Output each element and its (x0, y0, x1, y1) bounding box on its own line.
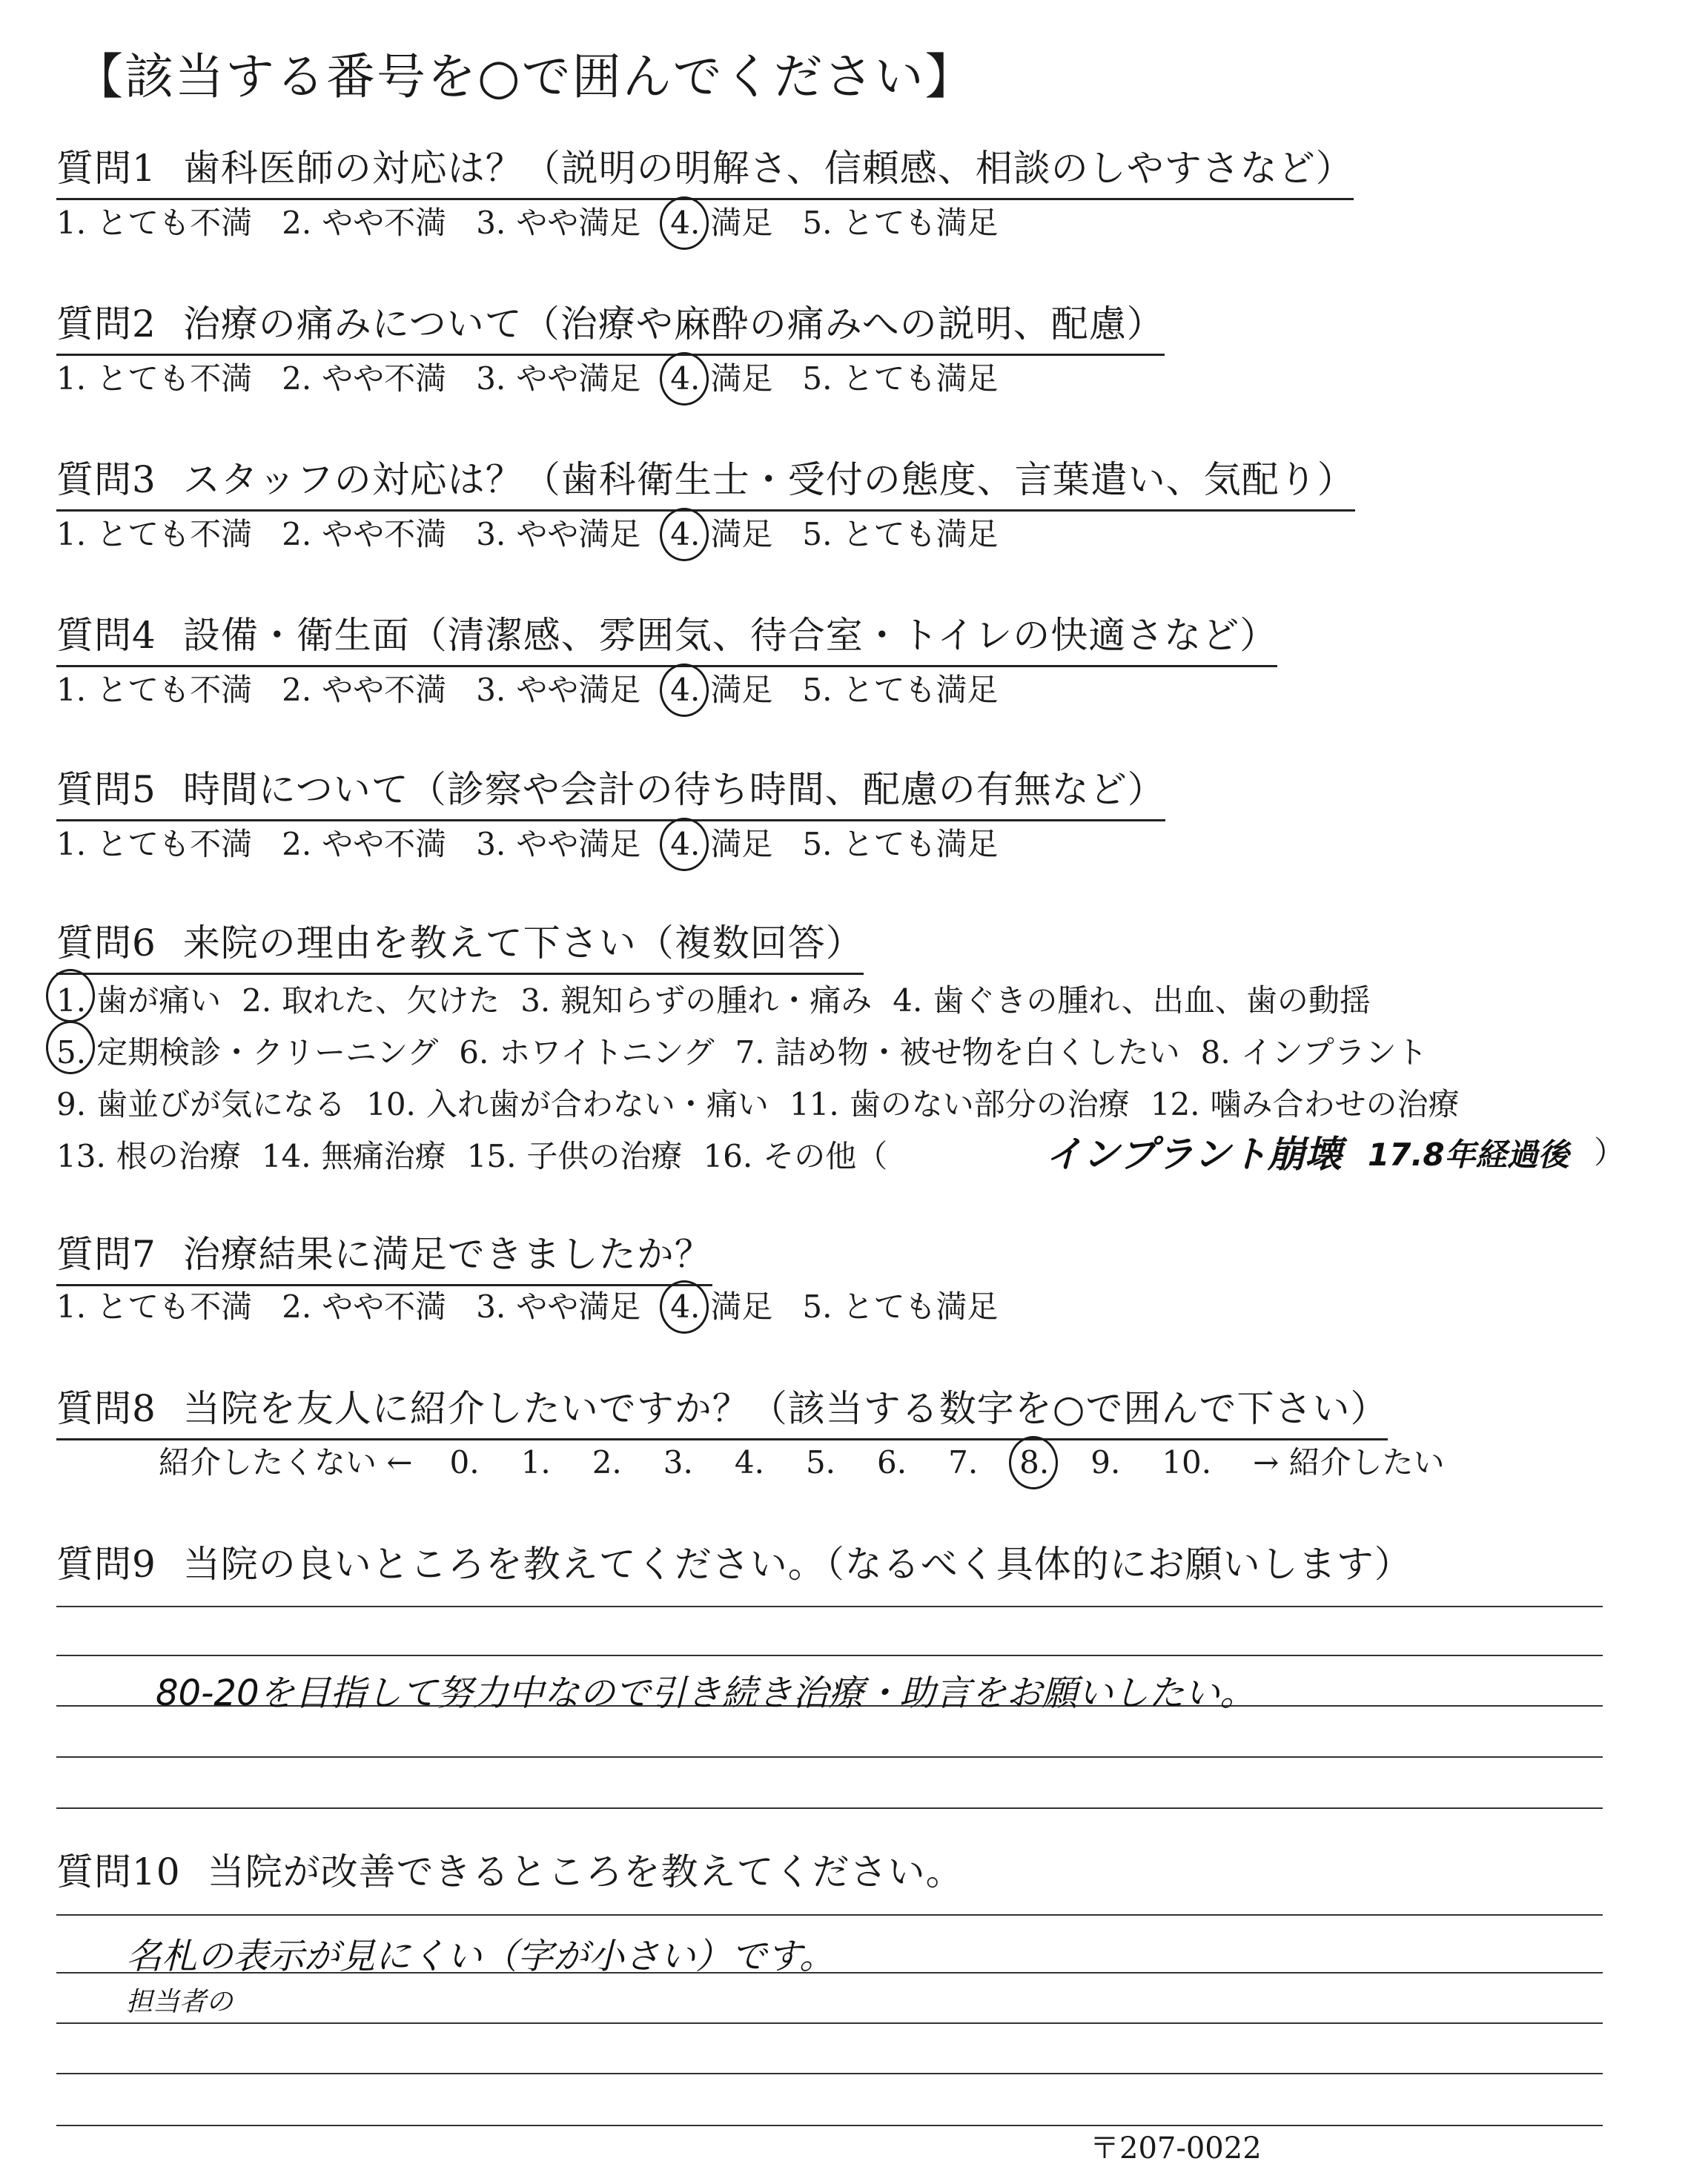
q6-row (56, 975, 1480, 1027)
q8-option[interactable] (1162, 1442, 1211, 1483)
q6-option[interactable] (56, 1131, 241, 1182)
q2-option-4[interactable] (670, 358, 772, 400)
q1-option-label: やや満足 (516, 205, 641, 241)
q6-option-label: その他（ (763, 1138, 888, 1174)
q6-option[interactable] (459, 1027, 714, 1079)
q3-option-number: 5. (802, 516, 833, 552)
q5-option-label: とても不満 (96, 826, 253, 862)
q2-text: 治療の痛みについて（治療や麻酔の痛みへの説明、配慮） (182, 302, 1165, 345)
q7-option-label: とても満足 (842, 1288, 999, 1325)
q5-number: 質問5 (56, 768, 156, 811)
q6-option-label: 歯が痛い (96, 982, 222, 1019)
q5-option-number: 2. (282, 826, 312, 862)
q1-option-number: 4. (670, 202, 700, 244)
q6-option-number: 2. (242, 982, 272, 1019)
q4-option-number: 1. (56, 672, 87, 708)
q4-option-3[interactable] (476, 669, 640, 711)
q9-number: 質問9 (56, 1543, 156, 1586)
q8-scale (159, 1442, 1445, 1483)
q8-option[interactable] (450, 1442, 480, 1483)
q7-option-label: 満足 (710, 1288, 773, 1325)
q1-option-2[interactable] (282, 202, 446, 244)
q4-option-label: やや満足 (516, 672, 641, 708)
q2-option-number: 1. (56, 360, 87, 397)
q5-option-label: とても満足 (842, 826, 999, 862)
q7-number: 質問7 (56, 1233, 156, 1276)
q6-option[interactable] (790, 1079, 1130, 1131)
q5-option-number: 1. (56, 826, 87, 862)
q4-option-label: とても満足 (842, 672, 999, 708)
q1-text: 歯科医師の対応は？（説明の明解さ、信頼感、相談のしやすさなど） (182, 147, 1354, 190)
q6-option[interactable] (467, 1131, 683, 1182)
q4-option-5[interactable] (802, 669, 998, 711)
q6-option-number: 3. (520, 982, 551, 1019)
q6-title (56, 919, 864, 975)
q6-option[interactable] (703, 1131, 887, 1182)
q10-rule-4 (56, 2073, 1603, 2074)
q3-option-number: 3. (476, 516, 506, 552)
q8-number: 質問8 (56, 1387, 156, 1430)
q3-text: スタッフの対応は？（歯科衛生士・受付の態度、言葉遣い、気配り） (182, 458, 1355, 501)
q9-rule-4 (56, 1756, 1603, 1758)
q5-option-label: 満足 (710, 826, 773, 862)
q1-option-5[interactable] (802, 202, 998, 244)
q2-number: 質問2 (56, 302, 156, 345)
q4-option-number: 5. (802, 672, 833, 708)
q7-option-2[interactable] (282, 1286, 446, 1328)
q4-option-2[interactable] (282, 669, 446, 711)
q3-option-label: とても不満 (96, 516, 253, 552)
q2-option-label: 満足 (710, 360, 773, 397)
q5-option-number: 4. (670, 824, 700, 865)
q3-title (56, 456, 1355, 512)
q8-option[interactable] (1019, 1442, 1049, 1483)
q2-option-3[interactable] (476, 358, 640, 400)
q6-option-label: 親知らずの腫れ・痛み (560, 982, 873, 1019)
q6-option[interactable] (366, 1079, 769, 1131)
q4-option-4[interactable] (670, 669, 772, 711)
q8-option[interactable] (877, 1442, 907, 1483)
q6-close-paren: ） (1594, 1134, 1626, 1171)
q3-number: 質問3 (56, 458, 156, 501)
q6-option-number: 14. (261, 1138, 311, 1174)
q6-option-label: 取れた、欠けた (282, 982, 500, 1019)
q4-option-number: 3. (476, 672, 506, 708)
q7-title (56, 1231, 712, 1286)
q4-option-label: やや不満 (322, 672, 447, 708)
q7-option-number: 1. (56, 1288, 87, 1325)
q10-title (56, 1848, 964, 1902)
q8-option-number: 7. (948, 1444, 979, 1480)
q2-option-number: 3. (476, 360, 506, 397)
q6-option-number: 9. (56, 1086, 87, 1122)
q6-option-label: 根の治療 (116, 1138, 241, 1174)
q6-option-number: 13. (56, 1138, 106, 1174)
q6-row (56, 1079, 1480, 1131)
q8-option-number: 8. (1019, 1442, 1049, 1483)
q10-rule-1 (56, 1914, 1603, 1916)
q6-option-number: 12. (1150, 1086, 1200, 1122)
q7-option-number: 5. (802, 1288, 833, 1325)
q1-option-4[interactable] (670, 202, 772, 244)
q6-option[interactable] (893, 975, 1371, 1027)
q3-option-4[interactable] (670, 514, 772, 555)
q2-option-2[interactable] (282, 358, 446, 400)
q5-option-5[interactable] (802, 824, 998, 865)
q2-option-label: やや不満 (322, 360, 447, 397)
q7-option-5[interactable] (802, 1286, 998, 1328)
q5-text: 時間について（診察や会計の待ち時間、配慮の有無など） (182, 768, 1165, 811)
q1-title (56, 145, 1354, 200)
q2-option-label: とても満足 (842, 360, 999, 397)
q7-option-number: 4. (670, 1286, 700, 1328)
q3-option-label: 満足 (710, 516, 773, 552)
q6-option-number: 7. (735, 1034, 765, 1071)
q6-option-label: 詰め物・被せ物を白くしたい (775, 1034, 1180, 1071)
q1-option-number: 1. (56, 205, 87, 241)
q3-option-number: 4. (670, 514, 700, 555)
q5-option-label: やや満足 (516, 826, 641, 862)
q6-option[interactable] (56, 1079, 345, 1131)
q10-rule-3 (56, 2022, 1603, 2024)
q10-number: 質問10 (56, 1850, 181, 1893)
q2-option-number: 4. (670, 358, 700, 400)
q6-option-number: 6. (459, 1034, 489, 1071)
q4-option-label: 満足 (710, 672, 773, 708)
q2-option-number: 2. (282, 360, 312, 397)
q6-number: 質問6 (56, 922, 156, 965)
q4-options (56, 669, 1027, 711)
q6-option[interactable] (262, 1131, 446, 1182)
q1-options (56, 202, 1027, 244)
q1-option-number: 2. (282, 205, 312, 241)
q6-other-answer: インプラント崩壊 (1045, 1133, 1342, 1176)
q6-option[interactable] (735, 1027, 1180, 1079)
q6-option-label: 歯ぐきの腫れ、出血、歯の動揺 (933, 982, 1371, 1019)
q7-text: 治療結果に満足できましたか？ (182, 1233, 712, 1276)
q6-option-label: 噛み合わせの治療 (1210, 1086, 1460, 1122)
q1-option-label: やや不満 (322, 205, 447, 241)
q9-answer: 80-20を目指して努力中なので引き続き治療・助言をお願いしたい。 (156, 1673, 1256, 1714)
q1-option-label: とても不満 (96, 205, 253, 241)
q6-option[interactable] (1151, 1079, 1460, 1131)
q3-option-1[interactable] (56, 514, 252, 555)
q8-option-number: 0. (449, 1444, 480, 1480)
q7-option-4[interactable] (670, 1286, 772, 1328)
q5-option-2[interactable] (282, 824, 446, 865)
q5-options (56, 824, 1027, 865)
q3-option-2[interactable] (282, 514, 446, 555)
q5-option-4[interactable] (670, 824, 772, 865)
q6-option-label: 入れ歯が合わない・痛い (426, 1086, 769, 1122)
q8-option-number: 1. (520, 1444, 551, 1480)
q2-option-number: 5. (802, 360, 833, 397)
q4-option-label: とても不満 (96, 672, 253, 708)
q3-option-number: 1. (56, 516, 87, 552)
q1-option-label: とても満足 (842, 205, 999, 241)
q9-rule-5 (56, 1807, 1603, 1809)
q5-option-1[interactable] (56, 824, 252, 865)
q2-options (56, 358, 1027, 400)
q7-option-1[interactable] (56, 1286, 252, 1328)
q9-text: 当院の良いところを教えてください。（なるべく具体的にお願いします） (182, 1543, 1412, 1586)
q2-title (56, 300, 1165, 356)
q6-option-label: 歯のない部分の治療 (849, 1086, 1130, 1122)
q6-option[interactable] (1201, 1027, 1428, 1079)
q6-option-label: インプラント (1240, 1034, 1428, 1071)
q2-option-5[interactable] (802, 358, 998, 400)
q5-option-3[interactable] (476, 824, 640, 865)
q5-option-number: 3. (476, 826, 506, 862)
q6-row (56, 1027, 1480, 1079)
q8-left-label: 紹介したくない ← (159, 1444, 413, 1480)
q8-option[interactable] (592, 1442, 622, 1483)
q5-option-number: 5. (802, 826, 833, 862)
q8-title (56, 1385, 1388, 1440)
q4-option-number: 2. (282, 672, 312, 708)
q5-option-label: やや不満 (322, 826, 447, 862)
q6-option-label: 定期検診・クリーニング (96, 1034, 439, 1071)
q6-option[interactable] (56, 975, 221, 1027)
q8-option-number: 4. (734, 1444, 764, 1480)
q6-option[interactable] (520, 975, 872, 1027)
q6-other-answer-2: 17.8年経過後 (1368, 1137, 1569, 1173)
q4-option-number: 4. (670, 669, 700, 711)
q8-option[interactable] (735, 1442, 764, 1483)
q1-option-number: 5. (802, 205, 833, 241)
q10-text: 当院が改善できるところを教えてください。 (207, 1850, 964, 1893)
q4-title (56, 612, 1277, 667)
q10-answer-note: 担当者の (126, 1987, 234, 2017)
q8-option[interactable] (521, 1442, 551, 1483)
q8-option[interactable] (663, 1442, 693, 1483)
q6-option[interactable] (242, 975, 500, 1027)
q6-option-number: 4. (893, 982, 923, 1019)
q8-option-number: 2. (592, 1444, 622, 1480)
q1-option-3[interactable] (476, 202, 640, 244)
q8-right-label: → 紹介したい (1253, 1444, 1445, 1480)
q9-rule-2 (56, 1655, 1603, 1656)
q7-option-label: やや満足 (516, 1288, 641, 1325)
postal-code: 〒207-0022 (1090, 2131, 1262, 2166)
q7-option-number: 2. (282, 1288, 312, 1325)
q4-option-1[interactable] (56, 669, 252, 711)
q2-option-1[interactable] (56, 358, 252, 400)
q3-option-number: 2. (282, 516, 312, 552)
q8-option-number: 6. (877, 1444, 907, 1480)
q8-text: 当院を友人に紹介したいですか？（該当する数字を○で囲んで下さい） (182, 1387, 1388, 1430)
q3-options (56, 514, 1027, 555)
q4-text: 設備・衛生面（清潔感、雰囲気、待合室・トイレの快適さなど） (182, 614, 1278, 657)
q3-option-label: とても満足 (842, 516, 999, 552)
q6-option-label: 歯並びが気になる (96, 1086, 346, 1122)
q8-option-number: 10. (1162, 1444, 1212, 1480)
q6-option-number: 11. (789, 1086, 839, 1122)
q3-option-label: やや満足 (516, 516, 641, 552)
q3-option-label: やや不満 (322, 516, 447, 552)
q8-option[interactable] (1090, 1442, 1120, 1483)
q8-option-number: 5. (805, 1444, 836, 1480)
q1-number: 質問1 (56, 147, 156, 190)
q7-option-3[interactable] (476, 1286, 640, 1328)
q1-option-number: 3. (476, 205, 506, 241)
q10-answer: 名札の表示が見にくい（字が小さい）です。 (126, 1936, 835, 1977)
q7-option-label: とても不満 (96, 1288, 253, 1325)
q8-option[interactable] (948, 1442, 978, 1483)
q6-option-label: 子供の治療 (526, 1138, 683, 1174)
q3-option-5[interactable] (802, 514, 998, 555)
q1-option-1[interactable] (56, 202, 252, 244)
q7-option-label: やや不満 (322, 1288, 447, 1325)
q2-option-label: とても不満 (96, 360, 253, 397)
q7-options (56, 1286, 1027, 1328)
q1-option-label: 満足 (710, 205, 773, 241)
q6-option-number: 5. (56, 1027, 86, 1079)
q6-option-number: 16. (703, 1138, 753, 1174)
q7-option-number: 3. (476, 1288, 506, 1325)
q5-title (56, 766, 1165, 821)
q6-option-number: 8. (1200, 1034, 1231, 1071)
q6-option[interactable] (56, 1027, 438, 1079)
q8-option[interactable] (806, 1442, 835, 1483)
form-header: 【該当する番号を○で囲んでください】 (74, 48, 976, 105)
q10-rule-5 (56, 2125, 1603, 2126)
q9-rule-1 (56, 1606, 1603, 1607)
q6-text: 来院の理由を教えて下さい（複数回答） (182, 922, 864, 965)
q6-option-label: ホワイトニング (499, 1034, 715, 1071)
q8-option-number: 9. (1090, 1444, 1121, 1480)
q2-option-label: やや満足 (516, 360, 641, 397)
q8-option-number: 3. (663, 1444, 693, 1480)
q6-option-number: 10. (366, 1086, 416, 1122)
q3-option-3[interactable] (476, 514, 640, 555)
q6-option-number: 15. (466, 1138, 517, 1174)
q6-option-label: 無痛治療 (321, 1138, 446, 1174)
q4-number: 質問4 (56, 614, 156, 657)
q6-option-number: 1. (56, 975, 86, 1027)
q9-title (56, 1541, 1412, 1594)
